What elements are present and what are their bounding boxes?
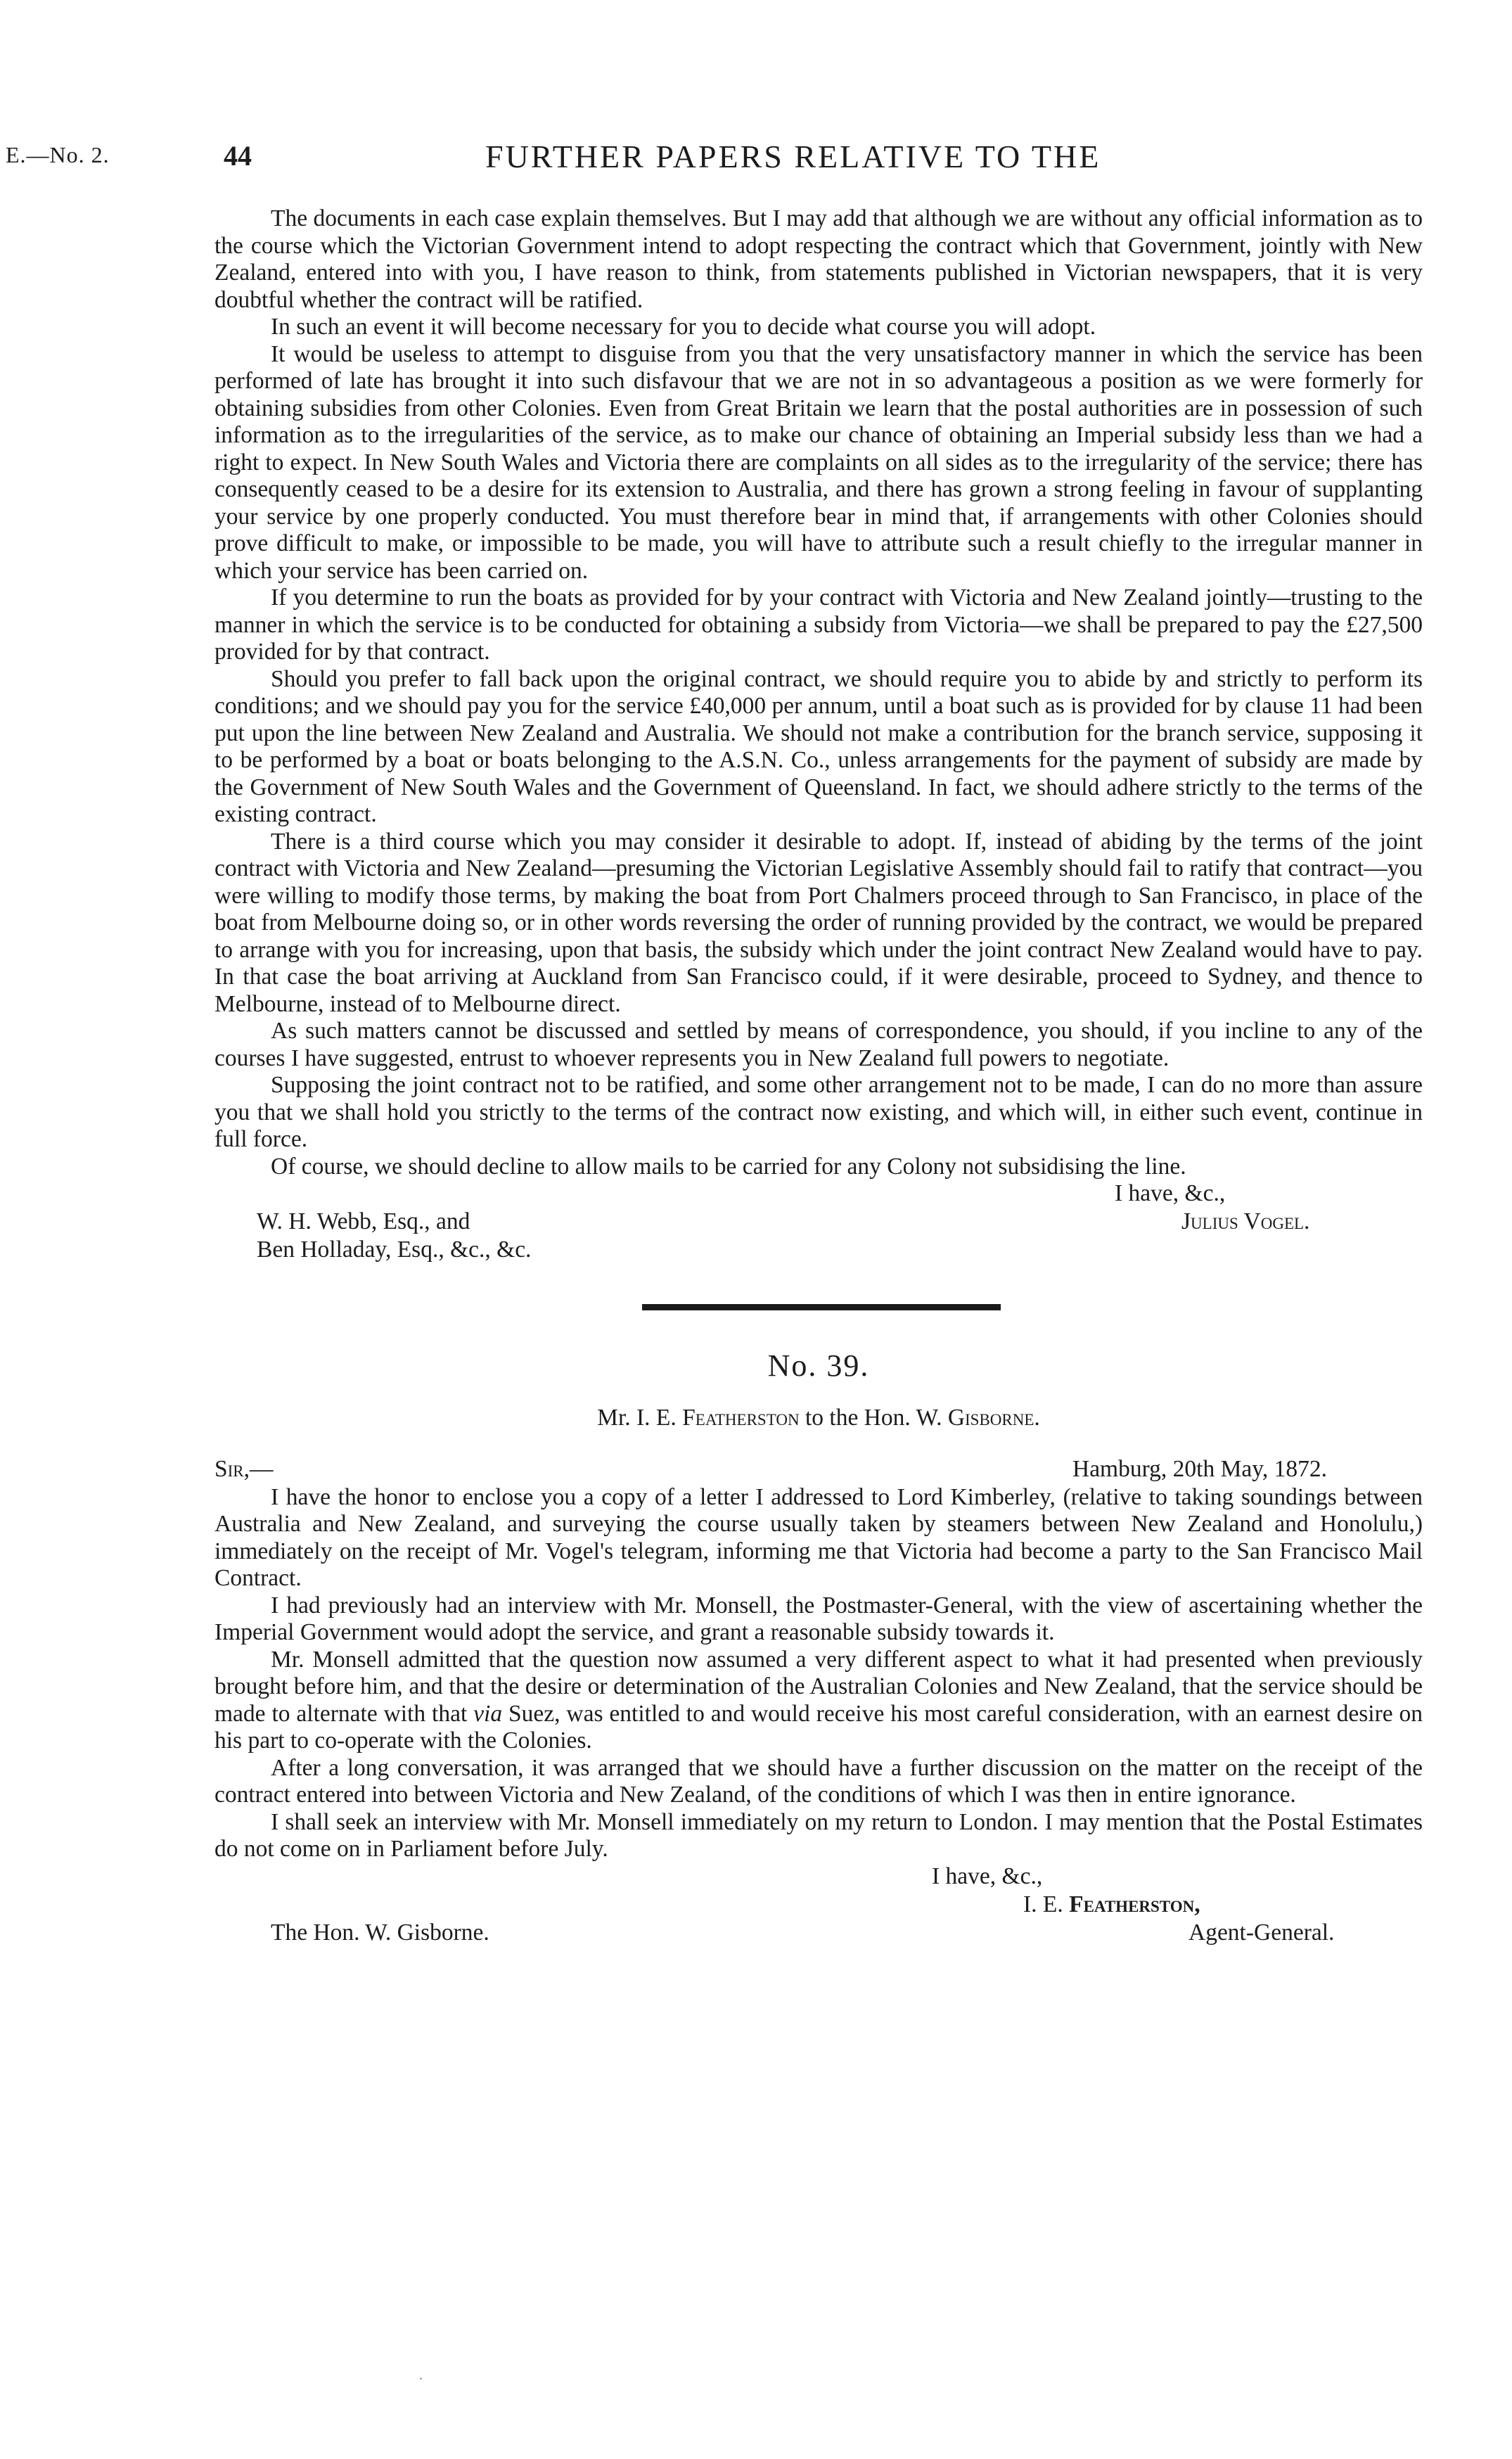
- paragraph-text: Suez, was entitled to and would receive his most careful consideration, with an earnest desire on his part to co-operate with the Colonies.: [214, 1700, 1423, 1754]
- paragraph: As such matters cannot be discussed and settled by means of correspondence, you should, if you incline to any of the courses I have suggested, entrust to whoever represents you in New Zealand full powers to negotiate.: [214, 1018, 1423, 1071]
- paragraph: If you determine to run the boats as provided for by your contract with Victoria and New Zealand jointly—trusting to the manner in which the service is to be conducted for obtaining a subsidy from Victoria—we shall be prepared to pay the £27,500 provided for by that contract.: [214, 585, 1423, 665]
- salutation-row: [214, 1456, 1423, 1484]
- signature-initials: I. E.: [1023, 1891, 1070, 1917]
- paragraph: Should you prefer to fall back upon the original contract, we should require you to abide by and strictly to perform its conditions; and we should pay you for the service £40,000 per annum, until a boat such as is provided for by clause 11 had been put upon the line between New Zealand and Australia. We should not make a contribution for the branch service, supposing it to be performed by a boat or boats belonging to the A.S.N. Co., unless arrangements for the payment of subsidy are made by the Government of New South Wales and the Government of Queensland. In fact, we should adhere strictly to the terms of the existing contract.: [214, 665, 1423, 827]
- addressee-line: Ben Holladay, Esq., &c., &c.: [257, 1237, 532, 1263]
- paragraph: I had previously had an interview with Mr. Monsell, the Postmaster-General, with the view of ascertaining whether the Imperial Government would adopt the service, and grant a reasonable subsidy towards it.: [214, 1592, 1423, 1645]
- paragraph: There is a third course which you may consider it desirable to adopt. If, instead of abiding by the terms of the joint contract with Victoria and New Zealand—presuming the Victorian Legislative Assembly should fail to ratify that contract—you were willing to modify those terms, by making the boat from Port Chalmers proceed through to San Francisco, in place of the boat from Melbourne doing so, or in other words reversing the order of running provided by the contract, we would be prepared to arrange with you for increasing, upon that basis, the subsidy which under the joint contract New Zealand would have to pay. In that case the boat arriving at Auckland from San Francisco could, if it were desirable, proceed to Sydney, and thence to Melbourne, instead of to Melbourne direct.: [214, 828, 1423, 1017]
- signature-name: Featherston,: [1069, 1891, 1200, 1917]
- page-header: [0, 139, 1512, 184]
- closing-formula: I have, &c.,: [1115, 1180, 1226, 1206]
- addressee-line: W. H. Webb, Esq., and: [257, 1208, 470, 1234]
- closing-row: [214, 1180, 1423, 1208]
- heading-prefix: Mr. I. E.: [597, 1405, 683, 1431]
- paragraph: The documents in each case explain themselves. But I may add that although we are without any official information as to the course which the Victorian Government intend to adopt respecting the contract which that Government, jointly with New Zealand, entered into with you, I have reason to think, from statements published in Victorian newspapers, that it is very doubtful whether the contract will be ratified.: [214, 205, 1423, 313]
- paragraph: After a long conversation, it was arranged that we should have a further discussion on the matter on the receipt of the contract entered into between Victoria and New Zealand, of the conditions of which I was then in entire ignorance.: [214, 1754, 1423, 1808]
- addressee-line: The Hon. W. Gisborne.: [271, 1919, 489, 1946]
- sender-name: Featherston: [682, 1405, 800, 1431]
- paragraph: I have the honor to enclose you a copy of a letter I addressed to Lord Kimberley, (relative to taking soundings between Australia and New Zealand, and surveying the course usually taken by steamers between New Zealand and Honolulu,) immediately on the receipt of Mr. Vogel's telegram, informing me that Victoria had become a party to the San Francisco Mail Contract.: [214, 1483, 1423, 1591]
- letter-38: [214, 205, 1423, 1265]
- paragraph: [214, 1647, 1423, 1755]
- closing-row: [214, 1863, 1423, 1891]
- letter-heading: [214, 1405, 1423, 1432]
- salutation: Sir,—: [214, 1455, 274, 1482]
- paragraph-text: Mr. Monsell admitted that the question now assumed a very different aspect to what it had presented when previously brought before him, and that the desire or determination of the Australian Colonies and New Zealand, that the service should be made to alternate with that: [214, 1646, 1423, 1727]
- document-body: [214, 205, 1423, 1948]
- running-title: FURTHER PAPERS RELATIVE TO THE: [485, 139, 1101, 174]
- addressee-row: [214, 1920, 1423, 1948]
- paragraph: In such an event it will become necessary for you to decide what course you will adopt.: [271, 314, 1096, 340]
- paragraph: Supposing the joint contract not to be ratified, and some other arrangement not to be made, I can do no more than assure you that we shall hold you strictly to the terms of the contract now existing, and which will, in either such event, continue in full force.: [214, 1072, 1423, 1152]
- signatory-title: Agent-General.: [1189, 1919, 1335, 1946]
- heading-middle: to the Hon. W.: [799, 1405, 948, 1431]
- recipient-name: Gisborne.: [947, 1405, 1040, 1431]
- page-number: 44: [224, 140, 252, 172]
- addressee-row: [214, 1237, 1423, 1265]
- section-divider: [642, 1304, 1001, 1310]
- document-reference: E.—No. 2.: [6, 142, 110, 167]
- place-date: Hamburg, 20th May, 1872.: [1072, 1455, 1327, 1482]
- signature: [1023, 1891, 1200, 1919]
- document-number: No. 39.: [767, 1348, 870, 1383]
- signature: Julius Vogel.: [1181, 1208, 1310, 1234]
- signature-row: [214, 1208, 1423, 1237]
- paragraph: Of course, we should decline to allow mails to be carried for any Colony not subsidising the line.: [271, 1153, 1186, 1180]
- stray-mark: .: [419, 2368, 423, 2383]
- letter-39: [214, 1347, 1423, 1948]
- closing-formula: I have, &c.,: [932, 1863, 1043, 1889]
- paragraph: I shall seek an interview with Mr. Monsell immediately on my return to London. I may mention that the Postal Estimates do not come on in Parliament before July.: [214, 1808, 1423, 1862]
- signature-row: [214, 1891, 1423, 1920]
- paragraph: It would be useless to attempt to disguise from you that the very unsatisfactory manner in which the service has been performed of late has brought it into such disfavour that we are not in so advantageous a position as we were formerly for obtaining subsidies from other Colonies. Even from Great Britain we learn that the postal authorities are in possession of such information as to the irregularities of the service, as to make our chance of obtaining an Imperial subsidy less than we had a right to expect. In New South Wales and Victoria there are complaints on all sides as to the irregularity of the service; there has consequently ceased to be a desire for its extension to Australia, and there has grown a strong feeling in favour of supplanting your service by one properly conducted. You must therefore bear in mind that, if arrangements with other Colonies should prove difficult to make, or impossible to be made, you will have to attribute such a result chiefly to the irregular manner in which your service has been carried on.: [214, 340, 1423, 584]
- italic-term: via: [473, 1700, 503, 1727]
